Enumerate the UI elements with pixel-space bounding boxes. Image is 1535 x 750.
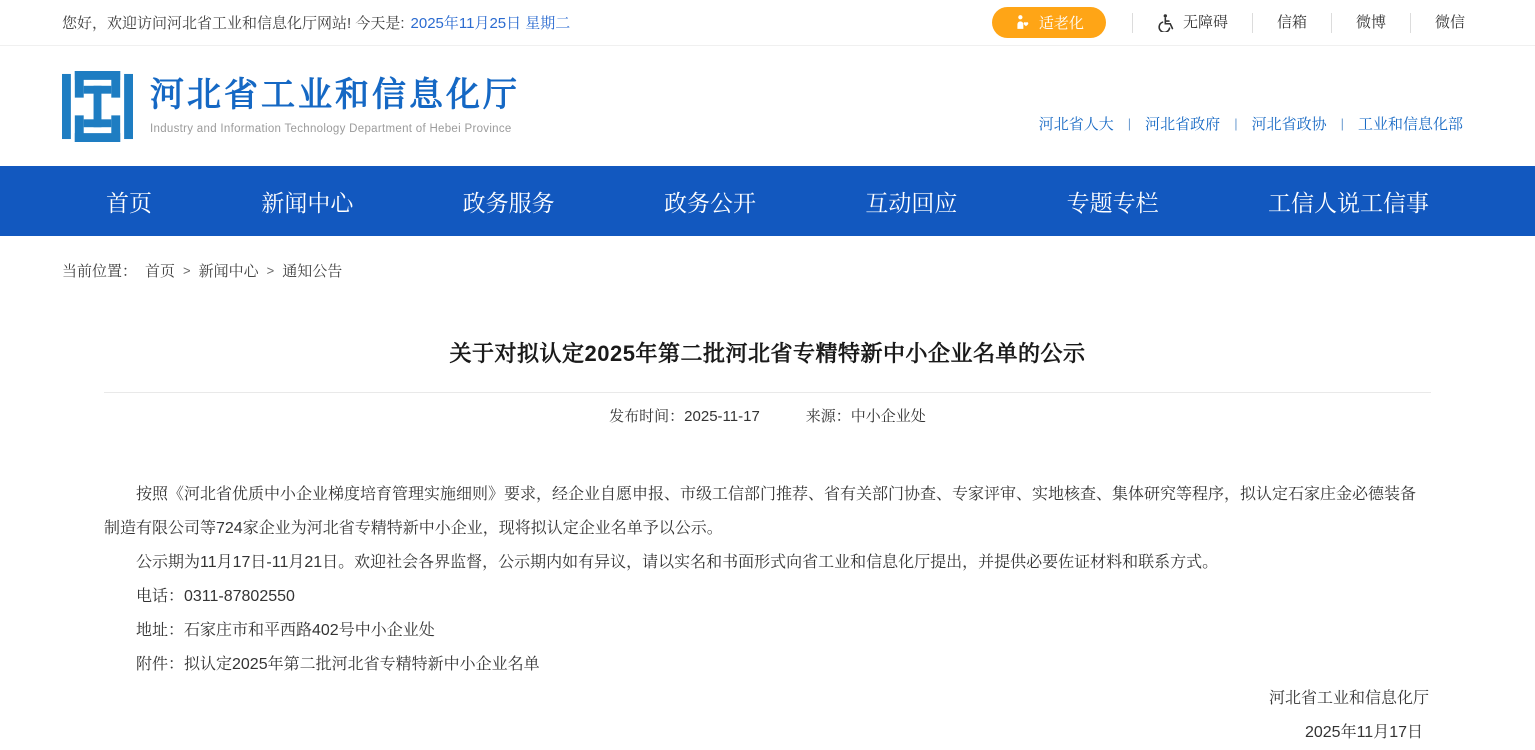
article-body	[104, 478, 1431, 750]
accessibility-label: 无障碍	[1182, 13, 1228, 31]
weibo-label: 微博	[1355, 13, 1386, 31]
site-header	[0, 46, 1535, 166]
mailbox-label: 信箱	[1276, 13, 1307, 31]
breadcrumb-separator: >	[266, 263, 275, 278]
wechat-label: 微信	[1434, 13, 1465, 31]
link-separator: |	[1127, 115, 1132, 131]
welcome-message	[62, 12, 570, 33]
link-separator: |	[1340, 115, 1344, 131]
breadcrumb-home[interactable]: 首页	[145, 263, 176, 280]
link-miit[interactable]: 工业和信息化部	[1357, 115, 1463, 133]
link-hebei-government[interactable]: 河北省政府	[1145, 115, 1221, 133]
elderly-care-icon	[1014, 14, 1031, 31]
article-paragraph: 公示期为11月17日-11月21日。欢迎社会各界监督，公示期内如有异议，请以实名和书面形式向省工业和信息化厅提出，并提供必要佐证材料和联系方式。	[136, 554, 1219, 571]
nav-list	[0, 185, 1535, 218]
current-date: 2025年11月25日 星期二	[410, 15, 571, 32]
article-source: 来源：中小企业处	[805, 408, 926, 425]
site-title: 河北省工业和信息化厅	[150, 76, 520, 115]
nav-item-gov-services[interactable]: 政务服务	[462, 189, 555, 216]
link-separator: |	[1234, 115, 1238, 131]
breadcrumb-news-center[interactable]: 新闻中心	[198, 263, 259, 280]
wheelchair-icon	[1157, 13, 1176, 32]
breadcrumb-label: 当前位置：	[62, 263, 138, 280]
weibo-link[interactable]	[1331, 13, 1410, 33]
breadcrumb-separator: >	[183, 263, 191, 278]
article-content	[0, 337, 1535, 750]
top-utility-bar	[0, 0, 1535, 46]
nav-item-special-topics[interactable]: 专题专栏	[1066, 189, 1159, 216]
article-title: 关于对拟认定2025年第二批河北省专精特新中小企业名单的公示	[449, 341, 1086, 366]
breadcrumb-notices[interactable]: 通知公告	[282, 263, 343, 280]
main-navbar	[0, 166, 1535, 236]
external-gov-links	[1039, 113, 1463, 134]
aging-mode-button[interactable]	[992, 7, 1106, 38]
signature-block	[104, 682, 1431, 750]
link-hebei-peoples-congress[interactable]: 河北省人大	[1038, 115, 1114, 133]
signature-org: 河北省工业和信息化厅	[1268, 690, 1429, 707]
site-subtitle: Industry and Information Technology Department of Hebei Province	[150, 122, 512, 135]
hebei-miit-logo-icon	[62, 71, 133, 142]
attachment-link[interactable]: 附件：拟认定2025年第二批河北省专精特新中小企业名单	[136, 656, 540, 673]
topbar-links	[992, 7, 1469, 38]
contact-address: 地址：石家庄市和平西路402号中小企业处	[136, 622, 435, 639]
brand-text	[150, 77, 520, 134]
nav-item-news-center[interactable]: 新闻中心	[261, 189, 354, 216]
greeting-text: 您好，欢迎访问河北省工业和信息化厅网站! 今天是:	[62, 15, 405, 32]
site-brand[interactable]	[62, 71, 520, 142]
article-paragraph: 按照《河北省优质中小企业梯度培育管理实施细则》要求，经企业自愿申报、市级工信部门推荐、省有关部门协查、专家评审、实地核查、集体研究等程序，拟认定石家庄金必德装备制造有限公司等724家企业为河北省专精特新中小企业，现将拟认定企业名单予以公示。	[104, 486, 1417, 537]
nav-item-home[interactable]: 首页	[106, 189, 152, 216]
mailbox-link[interactable]	[1252, 13, 1331, 33]
wechat-link[interactable]	[1410, 13, 1469, 33]
article-meta	[104, 393, 1431, 436]
nav-item-industry-voices[interactable]: 工信人说工信事	[1267, 189, 1429, 216]
nav-item-gov-disclosure[interactable]: 政务公开	[663, 189, 756, 216]
nav-item-interaction[interactable]: 互动回应	[865, 189, 958, 216]
publish-date: 发布时间：2025-11-17	[609, 408, 760, 425]
breadcrumb	[0, 236, 1535, 281]
signature-date: 2025年11月17日	[1304, 724, 1423, 741]
accessibility-link[interactable]	[1132, 13, 1252, 33]
aging-mode-label: 适老化	[1038, 15, 1084, 32]
contact-phone: 电话：0311-87802550	[136, 588, 295, 605]
link-hebei-cppcc[interactable]: 河北省政协	[1251, 115, 1327, 133]
